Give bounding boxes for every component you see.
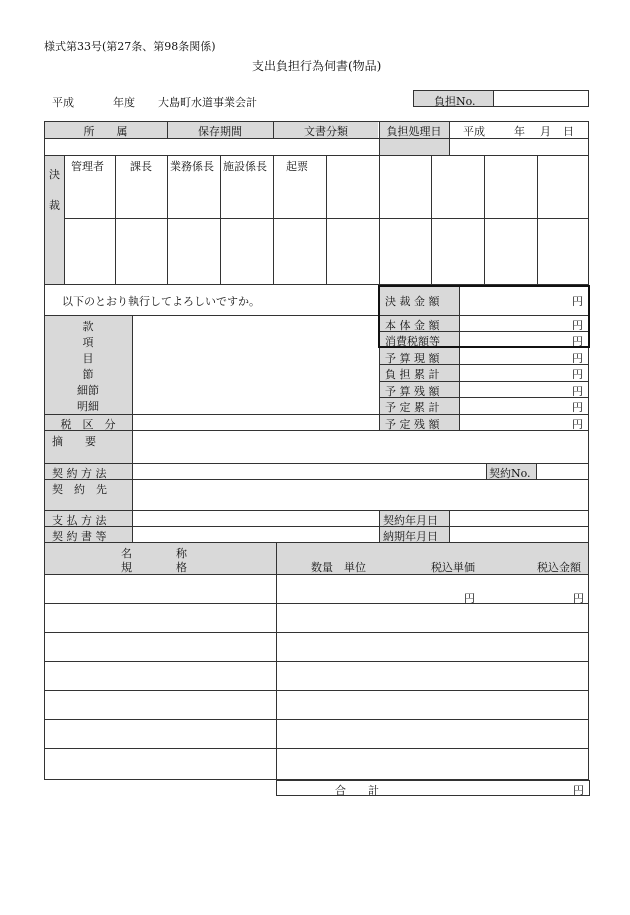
approval-label-1: 決 <box>49 168 60 181</box>
principal-amount-yen: 円 <box>572 319 583 332</box>
contract-docs-label: 契 約 書 等 <box>52 530 107 543</box>
planned-total-yen: 円 <box>572 401 583 414</box>
doc-class-header: 文書分類 <box>304 125 348 138</box>
role-drafter: 起票 <box>286 160 308 173</box>
planned-remaining-label: 予 定 残 額 <box>385 418 440 431</box>
burden-date-label: 負担処理日 <box>386 125 442 138</box>
decision-amount-label: 決 裁 金 額 <box>385 295 440 308</box>
unit-price-yen: 円 <box>464 592 475 605</box>
budget-current-label: 予 算 現 額 <box>385 352 440 365</box>
tax-amount-yen: 円 <box>572 335 583 348</box>
total-label: 合 計 <box>335 784 379 797</box>
budget-current-yen: 円 <box>572 352 583 365</box>
role-facility-chief: 施設係長 <box>223 160 267 173</box>
burden-total-yen: 円 <box>572 368 583 381</box>
payment-method-label: 支 払 方 法 <box>52 514 107 527</box>
dept-header: 所 属 <box>83 125 128 138</box>
burden-date-month: 月 <box>540 125 551 138</box>
contract-date-label: 契約年月日 <box>383 514 438 527</box>
budget-item-kan: 款 <box>82 320 94 333</box>
form-title: 支出負担行為伺書(物品) <box>252 59 382 73</box>
decision-amount-yen: 円 <box>572 295 583 308</box>
role-manager: 管理者 <box>71 160 104 173</box>
amount-header: 税込金額 <box>537 561 581 574</box>
burden-no-field[interactable] <box>494 91 588 106</box>
item-spec-header: 規 格 <box>121 561 187 574</box>
burden-no-label: 負担No. <box>434 95 476 108</box>
account-name: 大島町水道事業会計 <box>158 96 257 109</box>
budget-item-setsu: 節 <box>82 368 94 381</box>
contractor-label: 契 約 先 <box>52 483 107 496</box>
total-yen: 円 <box>573 784 584 797</box>
budget-item-meisai: 明細 <box>77 400 99 413</box>
planned-total-label: 予 定 累 計 <box>385 401 440 414</box>
contract-no-label: 契約No. <box>489 467 531 480</box>
burden-date-era: 平成 <box>463 125 485 138</box>
retention-header: 保存期間 <box>198 125 242 138</box>
delivery-date-label: 納期年月日 <box>383 530 438 543</box>
fiscal-year-label: 年度 <box>113 96 135 109</box>
planned-remaining-yen: 円 <box>572 418 583 431</box>
approval-label-2: 裁 <box>49 199 60 212</box>
tax-class-label: 税 区 分 <box>60 418 116 431</box>
tax-amount-label: 消費税額等 <box>385 335 440 348</box>
budget-remaining-label: 予 算 残 額 <box>385 385 440 398</box>
form-number: 様式第33号(第27条、第98条関係) <box>44 40 216 53</box>
item-name-header: 名 称 <box>121 547 187 560</box>
era-label: 平成 <box>52 96 74 109</box>
budget-item-moku: 目 <box>82 352 94 365</box>
budget-item-saisetsu: 細節 <box>77 384 99 397</box>
amount-yen: 円 <box>573 592 584 605</box>
role-section-chief: 課長 <box>130 160 152 173</box>
budget-remaining-yen: 円 <box>572 385 583 398</box>
role-business-chief: 業務係長 <box>170 160 214 173</box>
unit-price-header: 税込単価 <box>431 561 475 574</box>
principal-amount-label: 本 体 金 額 <box>385 319 440 332</box>
burden-total-label: 負 担 累 計 <box>385 368 440 381</box>
budget-item-kou: 項 <box>82 336 94 349</box>
qty-unit-header: 数量 単位 <box>311 561 366 574</box>
burden-date-day: 日 <box>563 125 574 138</box>
burden-date-year: 年 <box>514 125 525 138</box>
contract-method-label: 契 約 方 法 <box>52 467 107 480</box>
summary-label: 摘 要 <box>52 435 96 448</box>
request-text: 以下のとおり執行してよろしいですか。 <box>62 295 260 308</box>
